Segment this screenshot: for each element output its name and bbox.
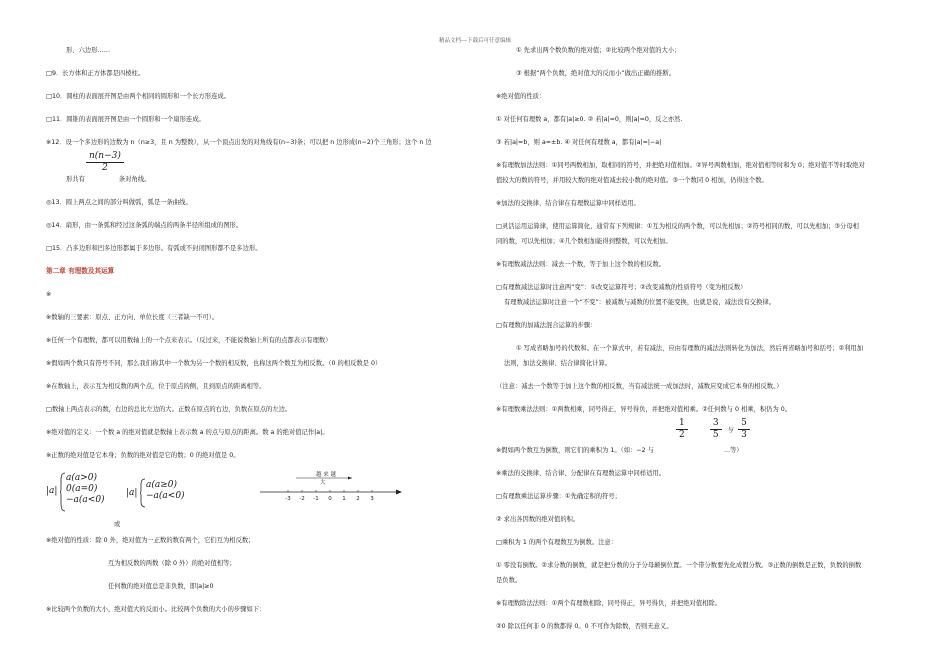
text-line: 互为相反数的两数（除 0 外）的绝对值相等；	[108, 560, 236, 567]
text-line: 法则，加法交换律、结合律简化计算。	[504, 360, 612, 367]
text-fragment: ※假如两个数互为倒数，则它们的乘积为 1。（如：−2 与	[496, 447, 654, 454]
number-line	[258, 468, 404, 502]
text-line: ※数轴的三要素：原点、正方向、单位长度（三者缺一不可）。	[46, 314, 219, 321]
fraction: $\frac{n(n-3)}{2}$	[86, 151, 124, 174]
number-line-label: 越 来 越	[316, 472, 336, 478]
page-header: 精品文档---下载后可任意编辑	[439, 38, 511, 44]
text-line: □有理数减法运算时注意两“变”：①改变运算符号；②改变减数的性质符号（变为相反数）	[496, 284, 747, 291]
text-line: □乘积为 1 的两个有理数互为倒数。注意：	[496, 539, 618, 546]
fraction: $\frac{3}{5}$	[710, 418, 722, 441]
text-fragment: 形共有	[66, 176, 85, 183]
text-line: 任何数的绝对值总是非负数，即|a|≥0	[108, 583, 214, 590]
text-line: ② 求出各因数的绝对值的积。	[496, 516, 580, 523]
tick-label: 3	[370, 496, 374, 502]
text-line: □灵活运用运算律，使用运算简化，通常有下列规律：①互为相反的两个数，可以先相加；②符号相同的数，可以先相加；③分母相	[496, 223, 859, 230]
text-line: ※任何一个有理数，都可以用数轴上的一个点来表示。（反过来，不能说数轴上所有的点都表示有理数）	[46, 337, 332, 344]
tick-label: -1	[313, 496, 319, 502]
text-line: 是负数。	[496, 577, 522, 584]
fraction: $\frac{1}{2}$	[676, 418, 688, 441]
text-line: ※在数轴上，表示互为相反数的两个点，位于原点的侧，且到原点的距离相等。	[46, 383, 266, 390]
text-line: □有理数的加减法混合运算的步骤：	[496, 322, 597, 329]
text-line: ① 写成省略加号的代数和。在一个算式中，若有减法，应由有理数的减法法则转化为加法，然后再省略加号和括号；②利用加	[516, 345, 864, 352]
text-line: ① 先求出两个数负数的绝对值；②比较两个绝对值的大小；	[516, 47, 681, 54]
text-line: ※比较两个负数的大小，绝对值大的反而小。比较两个负数的大小的步骤如下：	[46, 606, 266, 613]
text-line: ※正数的绝对值是它本身；负数的绝对值是它的数；0 的绝对值是 0。	[46, 452, 240, 459]
text-line: ②0 除以任何非 0 的数都得 0。0 不可作为除数，否则无意义。	[496, 623, 673, 630]
text-line: ※12．设一个多边形的边数为 n（n≥3，且 n 为整数），从一个顶点出发的对角线有(n−3)条；可以把 n 边形成(n−2)个三角形；这个 n 边	[46, 139, 432, 146]
right-column	[496, 46, 916, 631]
text-line: □10．圆柱的表面展开图是由两个相同的圆形和一个长方形连成。	[46, 93, 230, 100]
text-line: ③ 根据“两个负数，绝对值大的反而小”做出正确的推断。	[516, 70, 675, 77]
arrow-right-icon	[396, 490, 402, 495]
number-line-label: 大	[320, 480, 326, 486]
chapter-title: 第二章 有理数及其运算	[46, 267, 115, 275]
text-line: ※有理数减法法则：减去一个数，等于加上这个数的相反数。	[496, 261, 665, 268]
left-column	[46, 46, 466, 614]
text-fragment: 与	[726, 427, 734, 434]
text-fragment: ...等）	[723, 447, 743, 454]
text-line: □9．长方体和正方体都是四棱柱。	[46, 70, 145, 77]
text-fragment: 或	[114, 521, 121, 528]
tick-label: 2	[356, 496, 360, 502]
text-line: ※有理数加法法则：①同号两数相加，取相同的符号，并把绝对值相加。②异号两数相加，绝对值相等时和为 0；绝对值不等时取绝对	[496, 162, 865, 169]
text-line: ※有理数乘法法则：①两数相乘，同号得正，异号得负，并把绝对值相乘。②任何数与 0 相乘，积仍为 0。	[496, 406, 792, 413]
text-line: ※绝对值的性质：除 0 外，绝对值为一正数的数有两个，它们互为相反数；	[46, 537, 255, 544]
text-line: □15．凸多边形和凹多边形都属于多边形。有弧或不封闭图形都不是多边形。	[46, 245, 262, 252]
text-line: 同的数，可以先相加；④几个数相加能得到整数，可以先相加。	[496, 238, 672, 245]
text-line: ※	[46, 291, 52, 298]
text-line: ① 对任何有理数 a，都有|a|≥0. ② 若|a|=0，则|a|=0，反之亦然.	[496, 116, 683, 123]
arrow-right-icon	[348, 477, 352, 480]
tick-label: -3	[285, 496, 291, 502]
absolute-value-definition: |a| a(a>0) 0(a=0) −a(a<0) |a| a(a≥0) −a(a<0) 或 越 来 越 大 -3 -2 -1 0 1 2 3	[46, 468, 466, 530]
tick-label: -2	[299, 496, 305, 502]
tick-label: 0	[328, 496, 332, 502]
text-line: ① 零没有倒数。②求分数的倒数，就是把分数的分子分母颠倒位置。一个带分数要先化成假分数。③正数的倒数是正数，负数的倒数	[496, 562, 862, 569]
reciprocal-examples	[496, 418, 916, 446]
text-line: ※假如两个数只有符号不同，那么我们称其中一个数为另一个数的相反数，也称这两个数互为相反数。（0 的相反数是 0）	[46, 360, 382, 367]
text-line: （注意：减去一个数等于加上这个数的相反数，当有减法统一成加法时，减数应变成它本身的相反数。）	[496, 383, 783, 390]
text-line: 有理数减法运算时注意一个“不变”：被减数与减数的位置不能变换，也就是说，减法没有交换律。	[504, 299, 775, 306]
text-line: □11．圆锥的表面展开图是由一个圆形和一个扇形连成。	[46, 116, 205, 123]
text-line: ※有理数除法法则：①两个有理数相除，同号得正，异号得负，并把绝对值相除。	[496, 600, 722, 607]
text-line: 值较大的数的符号，并用较大数的绝对值减去较小数的绝对值。③一个数同 0 相加，仍得这个数。	[496, 177, 768, 184]
text-line: ◎13．圆上两点之间的部分叫做弧，弧是一条曲线。	[46, 199, 192, 206]
tick-label: 1	[342, 496, 346, 502]
text-line: ※绝对值的定义：一个数 a 的绝对值就是数轴上表示数 a 的点与原点的距离。数 a 的绝对值记作|a|。	[46, 429, 329, 436]
text-line: □数轴上两点表示的数，右边的总比左边的大。正数在原点的右边，负数在原点的左边。	[46, 406, 292, 413]
text-line: ※乘法的交换律、结合律、分配律在有理数运算中同样适用。	[496, 470, 665, 477]
text-line: □有理数乘法运算步骤：①先确定积的符号；	[496, 493, 621, 500]
text-line: ※绝对值的性质：	[496, 93, 546, 100]
text-fragment: 条对角线。	[118, 176, 151, 183]
text-line: ※加法的交换律、结合律在有理数运算中同样适用。	[496, 200, 640, 207]
text-line: ③ 若|a|=b，则 a=±b. ④ 对任何有理数 a，都有|a|=|−a|	[496, 139, 662, 146]
fraction: $\frac{5}{3}$	[738, 418, 750, 441]
text-line: 形、六边形……	[66, 47, 111, 54]
diagonal-formula	[46, 151, 466, 175]
text-line: ◎14．扇形，由一条弧和经过这条弧的端点的两条半径所组成的图形。	[46, 222, 243, 229]
